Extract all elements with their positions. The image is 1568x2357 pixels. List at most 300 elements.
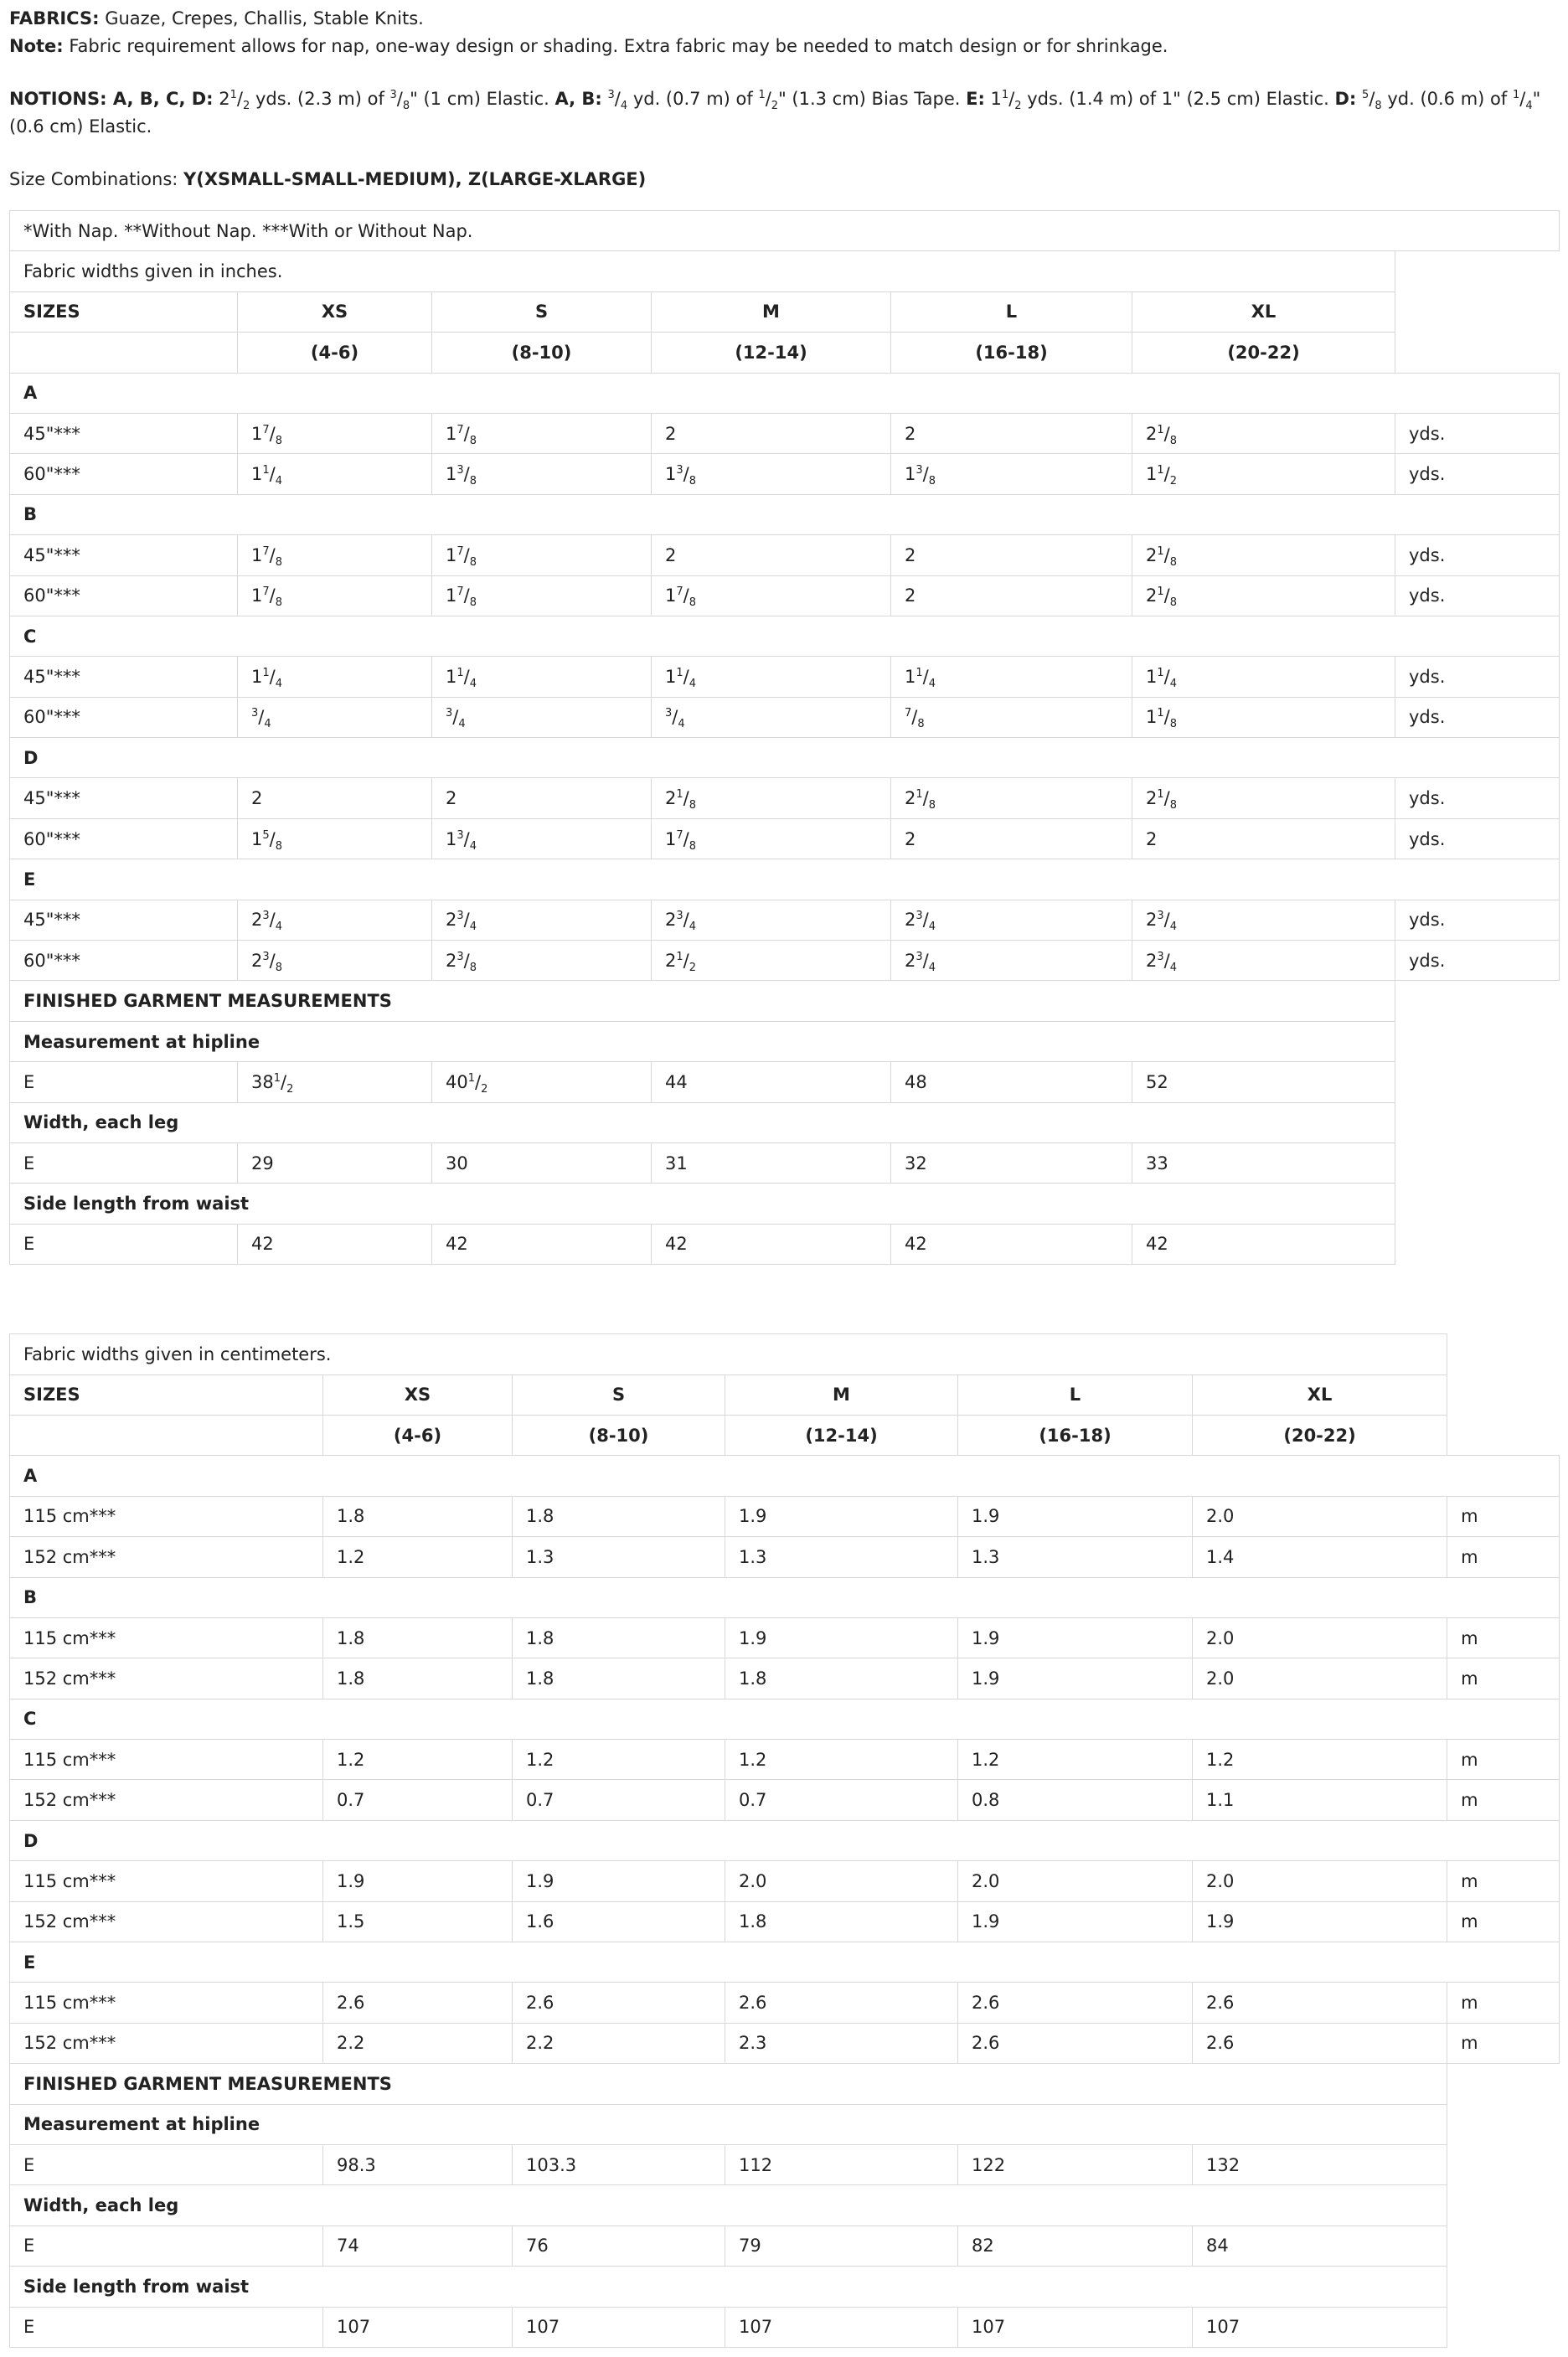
view-label: E (10, 1942, 1560, 1983)
view-header-row (10, 373, 1560, 413)
fabric-row (10, 900, 1560, 940)
unit-label: m (1447, 1901, 1560, 1942)
fabric-width: 115 cm*** (10, 1861, 323, 1901)
yardage-value: $2^1/_8$ (1132, 778, 1395, 818)
fabric-width: 152 cm*** (10, 1780, 323, 1820)
empty-cell (1395, 1102, 1560, 1142)
size-range-header: (8-10) (432, 333, 652, 373)
finished-measurements-header: FINISHED GARMENT MEASUREMENTS (10, 981, 1395, 1021)
measurement-label: Measurement at hipline (10, 2104, 1447, 2144)
unit-label: m (1447, 1537, 1560, 1577)
fabric-row (10, 1901, 1560, 1942)
size-header: XL (1132, 291, 1395, 332)
yardage-value: 1.9 (513, 1861, 725, 1901)
yardage-value: $1^1/_8$ (1132, 697, 1395, 737)
yardage-value: 2.6 (1193, 1983, 1447, 2023)
finished-measurements-header: FINISHED GARMENT MEASUREMENTS (10, 2064, 1447, 2104)
measurement-value: 98.3 (323, 2144, 513, 2184)
empty-cell (1395, 1062, 1560, 1102)
empty-cell (1395, 1142, 1560, 1183)
measurement-value-row (10, 1224, 1560, 1264)
size-header: S (513, 1374, 725, 1415)
yardage-value: 2.6 (323, 1983, 513, 2023)
yardage-value: 2 (891, 413, 1132, 453)
fabric-width: 152 cm*** (10, 1658, 323, 1699)
size-combinations-value: Y(XSMALL-SMALL-MEDIUM), Z(LARGE-XLARGE) (183, 169, 647, 189)
yardage-value: 2.6 (1193, 2023, 1447, 2063)
measurement-label: Side length from waist (10, 1184, 1395, 1224)
view-header-row (10, 1942, 1560, 1983)
measurement-label-row (10, 1184, 1560, 1224)
yardage-value: 1.9 (725, 1496, 958, 1536)
view-header-row (10, 1820, 1560, 1860)
view-label: B (10, 494, 1560, 534)
empty-cell (1447, 2144, 1560, 2184)
yardage-value: 1.8 (513, 1496, 725, 1536)
measurement-label-row (10, 2104, 1560, 2144)
yardage-value: 1.9 (323, 1861, 513, 1901)
yardage-value: 2.0 (725, 1861, 958, 1901)
size-range-header: (16-18) (958, 1415, 1193, 1455)
size-header: XS (323, 1374, 513, 1415)
measurement-value-row (10, 2307, 1560, 2347)
view-label: D (10, 1820, 1560, 1860)
measurement-value: 74 (323, 2225, 513, 2266)
fabric-row (10, 1740, 1560, 1780)
measurement-label: Side length from waist (10, 2267, 1447, 2307)
size-header: M (725, 1374, 958, 1415)
yardage-value: 2.0 (1193, 1861, 1447, 1901)
empty-cell (10, 333, 238, 373)
yardage-value: 1.9 (958, 1617, 1193, 1658)
yardage-value: 1.2 (323, 1537, 513, 1577)
yardage-value: $1^5/_8$ (238, 818, 432, 859)
measurement-value: 107 (725, 2307, 958, 2347)
fabrics-line (9, 5, 1566, 33)
measurement-value: 107 (1193, 2307, 1447, 2347)
yardage-value: $2^3/_4$ (432, 900, 652, 940)
yardage-value: $2^1/_8$ (1132, 535, 1395, 575)
yardage-value: 2 (432, 778, 652, 818)
empty-cell (1395, 981, 1560, 1021)
yardage-value: 1.9 (1193, 1901, 1447, 1942)
empty-cell (1447, 2225, 1560, 2266)
note-line (9, 33, 1566, 60)
yardage-value: 1.2 (725, 1740, 958, 1780)
yardage-value: 1.8 (323, 1496, 513, 1536)
yardage-value: 0.7 (725, 1780, 958, 1820)
yardage-value: $2^3/_4$ (891, 900, 1132, 940)
size-header: XS (238, 291, 432, 332)
view-header-row (10, 1456, 1560, 1496)
fabric-width: 45"*** (10, 657, 238, 697)
yardage-value: $2^3/_4$ (1132, 900, 1395, 940)
empty-cell (1395, 1184, 1560, 1224)
table-caption: Fabric widths given in centimeters. (10, 1334, 1447, 1374)
size-header: XL (1193, 1374, 1447, 1415)
empty-cell (1447, 1334, 1560, 1374)
view-label: C (10, 616, 1560, 656)
fabric-width: 152 cm*** (10, 1537, 323, 1577)
empty-cell (1395, 291, 1560, 332)
yardage-value: 1.9 (958, 1496, 1193, 1536)
size-ranges-row (10, 333, 1560, 373)
size-range-header: (4-6) (323, 1415, 513, 1455)
caption-row (10, 251, 1560, 291)
yardage-value: 2 (652, 535, 891, 575)
fabric-width: 115 cm*** (10, 1983, 323, 2023)
fabric-row (10, 454, 1560, 494)
fabric-width: 60"*** (10, 697, 238, 737)
unit-label: m (1447, 1780, 1560, 1820)
unit-label: yds. (1395, 778, 1560, 818)
measurement-value: 84 (1193, 2225, 1447, 2266)
empty-cell (1447, 2307, 1560, 2347)
yardage-value: 0.7 (323, 1780, 513, 1820)
yardage-value: $1^7/_8$ (652, 818, 891, 859)
fabric-row (10, 1496, 1560, 1536)
pattern-intro (9, 5, 1566, 193)
measurement-label: Width, each leg (10, 2185, 1447, 2225)
measurement-label-row (10, 2185, 1560, 2225)
fabric-width: 45"*** (10, 413, 238, 453)
fabric-row (10, 535, 1560, 575)
fabric-width: 60"*** (10, 575, 238, 616)
measurement-value: 122 (958, 2144, 1193, 2184)
yardage-value: $2^1/_8$ (1132, 575, 1395, 616)
unit-label: yds. (1395, 413, 1560, 453)
yardage-value: 2 (891, 818, 1132, 859)
measurement-value: 103.3 (513, 2144, 725, 2184)
yardage-table-inches (9, 210, 1560, 1265)
fabric-width: 60"*** (10, 818, 238, 859)
measurement-value: 76 (513, 2225, 725, 2266)
unit-label: yds. (1395, 900, 1560, 940)
yardage-value: $1^7/_8$ (432, 535, 652, 575)
fabric-row (10, 1780, 1560, 1820)
view-label: D (10, 738, 1560, 778)
empty-cell (1395, 333, 1560, 373)
unit-label: m (1447, 1617, 1560, 1658)
finished-header-row (10, 981, 1560, 1021)
size-header: S (432, 291, 652, 332)
yardage-value: 2.2 (513, 2023, 725, 2063)
yardage-value: $2^3/_8$ (432, 941, 652, 981)
yardage-value: $2^1/_8$ (652, 778, 891, 818)
unit-label: yds. (1395, 657, 1560, 697)
yardage-value: $2^1/_8$ (1132, 413, 1395, 453)
yardage-value: 1.8 (513, 1658, 725, 1699)
measurement-value: 82 (958, 2225, 1193, 2266)
empty-cell (10, 1415, 323, 1455)
unit-label: m (1447, 1861, 1560, 1901)
measurement-value: 107 (323, 2307, 513, 2347)
yardage-value: 2 (891, 575, 1132, 616)
yardage-table-centimeters (9, 1333, 1560, 2348)
yardage-value: $2^3/_4$ (891, 941, 1132, 981)
yardage-value: 2.6 (725, 1983, 958, 2023)
yardage-value: $^3/_4$ (652, 697, 891, 737)
yardage-value: $2^1/_8$ (891, 778, 1132, 818)
empty-cell (1395, 251, 1560, 291)
fabric-row (10, 1537, 1560, 1577)
empty-cell (1447, 2185, 1560, 2225)
note-text: Fabric requirement allows for nap, one-way design or shading. Extra fabric may be needed to match design or for shrinkage. (69, 36, 1168, 56)
yardage-value: 1.9 (958, 1658, 1193, 1699)
fabric-row (10, 697, 1560, 737)
measurement-label-row (10, 1102, 1560, 1142)
fabrics-label: FABRICS: (9, 8, 100, 28)
measurement-value: 42 (652, 1224, 891, 1264)
yardage-value: 2.0 (1193, 1496, 1447, 1536)
yardage-value: 2.0 (1193, 1658, 1447, 1699)
unit-label: yds. (1395, 535, 1560, 575)
yardage-value: 2.0 (1193, 1617, 1447, 1658)
unit-label: yds. (1395, 575, 1560, 616)
size-combinations-label: Size Combinations: (9, 169, 178, 189)
yardage-value: 2.2 (323, 2023, 513, 2063)
size-range-header: (8-10) (513, 1415, 725, 1455)
yardage-value: $2^3/_4$ (652, 900, 891, 940)
empty-cell (1395, 1224, 1560, 1264)
fabric-width: 60"*** (10, 454, 238, 494)
yardage-value: 2.6 (958, 1983, 1193, 2023)
measurement-value: 29 (238, 1142, 432, 1183)
empty-cell (1447, 2064, 1560, 2104)
view-header-row (10, 859, 1560, 900)
fabric-row (10, 657, 1560, 697)
yardage-value: $1^1/_4$ (432, 657, 652, 697)
fabric-width: 45"*** (10, 900, 238, 940)
yardage-value: 1.8 (323, 1658, 513, 1699)
yardage-value: $1^7/_8$ (238, 535, 432, 575)
measurement-view: E (10, 2307, 323, 2347)
measurement-label-row (10, 1021, 1560, 1061)
yardage-value: $1^1/_4$ (238, 454, 432, 494)
nap-note: *With Nap. **Without Nap. ***With or Without Nap. (10, 211, 1560, 251)
measurement-value: 32 (891, 1142, 1132, 1183)
size-header: L (891, 291, 1132, 332)
view-label: E (10, 859, 1560, 900)
yardage-value: $1^7/_8$ (432, 575, 652, 616)
yardage-value: 1.3 (725, 1537, 958, 1577)
empty-cell (1447, 2104, 1560, 2144)
yardage-value: $1^1/_4$ (238, 657, 432, 697)
yardage-value: $1^7/_8$ (238, 413, 432, 453)
measurement-value: 33 (1132, 1142, 1395, 1183)
fabric-width: 115 cm*** (10, 1617, 323, 1658)
yardage-value: $^7/_8$ (891, 697, 1132, 737)
sizes-header-row (10, 291, 1560, 332)
measurement-view: E (10, 2144, 323, 2184)
measurement-value-row (10, 1062, 1560, 1102)
unit-label: m (1447, 1740, 1560, 1780)
view-header-row (10, 738, 1560, 778)
measurement-value-row (10, 2144, 1560, 2184)
view-header-row (10, 494, 1560, 534)
measurement-value: 44 (652, 1062, 891, 1102)
sizes-label: SIZES (10, 291, 238, 332)
unit-label: yds. (1395, 697, 1560, 737)
measurement-value: 42 (891, 1224, 1132, 1264)
fabric-width: 152 cm*** (10, 2023, 323, 2063)
size-combinations-line (9, 166, 1566, 193)
yardage-value: 1.3 (958, 1537, 1193, 1577)
size-range-header: (4-6) (238, 333, 432, 373)
fabric-row (10, 1658, 1560, 1699)
measurement-value: 52 (1132, 1062, 1395, 1102)
yardage-value: $1^3/_8$ (891, 454, 1132, 494)
unit-label: yds. (1395, 818, 1560, 859)
size-header: M (652, 291, 891, 332)
measurement-view: E (10, 2225, 323, 2266)
yardage-value: 0.7 (513, 1780, 725, 1820)
yardage-value: 1.2 (1193, 1740, 1447, 1780)
size-range-header: (20-22) (1193, 1415, 1447, 1455)
unit-label: m (1447, 1983, 1560, 2023)
measurement-label: Width, each leg (10, 1102, 1395, 1142)
yardage-value: 1.9 (958, 1901, 1193, 1942)
yardage-value: 1.8 (725, 1658, 958, 1699)
measurement-value: 112 (725, 2144, 958, 2184)
measurement-value: $38^1/_2$ (238, 1062, 432, 1102)
yardage-value: 2.3 (725, 2023, 958, 2063)
unit-label: m (1447, 1496, 1560, 1536)
measurement-value-row (10, 1142, 1560, 1183)
nap-note-row (10, 211, 1560, 251)
yardage-value: $1^7/_8$ (238, 575, 432, 616)
fabric-width: 152 cm*** (10, 1901, 323, 1942)
yardage-value: 1.8 (513, 1617, 725, 1658)
yardage-value: 1.8 (323, 1617, 513, 1658)
yardage-value: 2.6 (513, 1983, 725, 2023)
yardage-value: $1^3/_4$ (432, 818, 652, 859)
fabric-width: 115 cm*** (10, 1740, 323, 1780)
measurement-value: 30 (432, 1142, 652, 1183)
fabric-width: 115 cm*** (10, 1496, 323, 1536)
unit-label: m (1447, 2023, 1560, 2063)
measurement-view: E (10, 1142, 238, 1183)
yardage-value: $1^1/_4$ (1132, 657, 1395, 697)
size-header: L (958, 1374, 1193, 1415)
measurement-value: 107 (958, 2307, 1193, 2347)
sizes-label: SIZES (10, 1374, 323, 1415)
yardage-value: 2 (1132, 818, 1395, 859)
measurement-label: Measurement at hipline (10, 1021, 1395, 1061)
yardage-value: $^3/_4$ (432, 697, 652, 737)
yardage-value: 2.0 (958, 1861, 1193, 1901)
view-header-row (10, 1699, 1560, 1739)
caption-row (10, 1334, 1560, 1374)
yardage-value: $2^3/_8$ (238, 941, 432, 981)
yardage-value: $^3/_4$ (238, 697, 432, 737)
view-header-row (10, 1577, 1560, 1617)
yardage-value: $1^3/_8$ (652, 454, 891, 494)
empty-cell (1447, 2267, 1560, 2307)
measurement-value: $40^1/_2$ (432, 1062, 652, 1102)
measurement-value: 42 (432, 1224, 652, 1264)
fabric-width: 45"*** (10, 778, 238, 818)
yardage-value: 1.6 (513, 1901, 725, 1942)
yardage-value: 1.3 (513, 1537, 725, 1577)
yardage-value: $1^1/_4$ (891, 657, 1132, 697)
measurement-value: 107 (513, 2307, 725, 2347)
measurement-value-row (10, 2225, 1560, 2266)
fabric-row (10, 1983, 1560, 2023)
measurement-value: 48 (891, 1062, 1132, 1102)
fabrics-text: Guaze, Crepes, Challis, Stable Knits. (105, 8, 424, 28)
fabric-row (10, 2023, 1560, 2063)
view-label: B (10, 1577, 1560, 1617)
yardage-value: 1.9 (725, 1617, 958, 1658)
fabric-row (10, 778, 1560, 818)
yardage-value: $2^3/_4$ (238, 900, 432, 940)
yardage-value: 2 (652, 413, 891, 453)
size-range-header: (12-14) (725, 1415, 958, 1455)
fabric-row (10, 941, 1560, 981)
yardage-value: $2^3/_4$ (1132, 941, 1395, 981)
size-range-header: (20-22) (1132, 333, 1395, 373)
unit-label: m (1447, 1658, 1560, 1699)
yardage-value: $1^7/_8$ (432, 413, 652, 453)
empty-cell (1447, 1374, 1560, 1415)
yardage-value: $2^1/_2$ (652, 941, 891, 981)
sizes-header-row (10, 1374, 1560, 1415)
yardage-value: 1.8 (725, 1901, 958, 1942)
measurement-value: 31 (652, 1142, 891, 1183)
yardage-value: $1^1/_4$ (652, 657, 891, 697)
measurement-value: 42 (1132, 1224, 1395, 1264)
measurement-value: 79 (725, 2225, 958, 2266)
yardage-value: $1^1/_2$ (1132, 454, 1395, 494)
yardage-value: $1^3/_8$ (432, 454, 652, 494)
yardage-value: 1.2 (958, 1740, 1193, 1780)
fabric-row (10, 413, 1560, 453)
measurement-value: 132 (1193, 2144, 1447, 2184)
fabric-width: 60"*** (10, 941, 238, 981)
view-header-row (10, 616, 1560, 656)
yardage-value: 2 (891, 535, 1132, 575)
measurement-view: E (10, 1062, 238, 1102)
fabric-width: 45"*** (10, 535, 238, 575)
note-label: Note: (9, 36, 64, 56)
notions-line: NOTIONS: A, B, C, D: $2^1/_2$ yds. (2.3 m) of $^3/_8$" (1 cm) Elastic. A, B: $^3/_4$ yd. (0.7 m) of $^1/_2$" (1.3 cm) Bias Tape. E: $1^1/_2$ yds. (1.4 m) of 1" (2.5 cm) Elastic. D: $^5/_8$ yd. (0.6 m) of $^1/_4$" (0.6 cm) Elastic. (9, 89, 1541, 137)
yardage-value: 2.6 (958, 2023, 1193, 2063)
fabric-row (10, 818, 1560, 859)
unit-label: yds. (1395, 454, 1560, 494)
fabric-row (10, 1861, 1560, 1901)
yardage-value: 1.4 (1193, 1537, 1447, 1577)
table-caption: Fabric widths given in inches. (10, 251, 1395, 291)
yardage-value: 0.8 (958, 1780, 1193, 1820)
measurement-label-row (10, 2267, 1560, 2307)
yardage-value: 1.5 (323, 1901, 513, 1942)
measurement-value: 42 (238, 1224, 432, 1264)
yardage-value: 1.2 (323, 1740, 513, 1780)
yardage-value: 1.1 (1193, 1780, 1447, 1820)
yardage-value: 1.2 (513, 1740, 725, 1780)
yardage-value: $1^7/_8$ (652, 575, 891, 616)
fabric-row (10, 1617, 1560, 1658)
finished-header-row (10, 2064, 1560, 2104)
view-label: A (10, 1456, 1560, 1496)
view-label: C (10, 1699, 1560, 1739)
empty-cell (1395, 1021, 1560, 1061)
size-ranges-row (10, 1415, 1560, 1455)
fabric-row (10, 575, 1560, 616)
measurement-view: E (10, 1224, 238, 1264)
size-range-header: (12-14) (652, 333, 891, 373)
